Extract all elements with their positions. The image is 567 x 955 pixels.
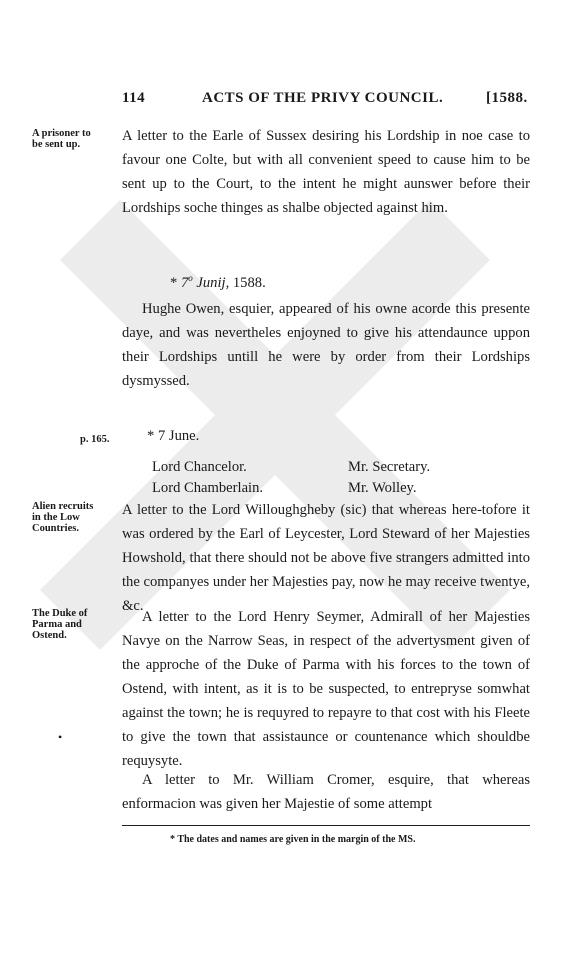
header-year: [1588. xyxy=(486,90,528,106)
paragraph-seymer: A letter to the Lord Henry Seymer, Admirall of her Majesties Navye on the Narrow Seas, in respect of the advertysment given of the approche of the Duke of Parma with his forces to the town of Ostend, with intent, as it is to be suspected, to entrepryse somwhat against the town; he is requyred to repayre to that cost with his Fleete to give the town that assistaunce or countenance which shouldbe requysyte. xyxy=(122,609,530,769)
paragraph-owen: Hughe Owen, esquier, appeared of his owne acorde this presente daye, and was nevertheles enjoyned to give his attendaunce uppon their Lordships untill he were by order from their Lordships dysmyssed. xyxy=(122,301,530,389)
date-day: 7 xyxy=(180,274,189,291)
page-title: ACTS OF THE PRIVY COUNCIL. xyxy=(202,90,444,106)
watermark-text xyxy=(0,0,1,1)
attendee: Mr. Wolley. xyxy=(348,480,417,496)
date-year: 1588. xyxy=(229,274,266,291)
footnote-rule xyxy=(122,825,530,826)
margin-note-prisoner xyxy=(32,128,120,150)
footnote: * The dates and names are given in the margin of the MS. xyxy=(170,834,416,845)
margin-note-line: Countries. xyxy=(32,523,79,534)
paragraph-colte: A letter to the Earle of Sussex desiring his Lordship in noe case to favour one Colte, but with all convenient speed to cause him to be sent up to the Court, to the intent he might aunswer before their Lordships soche thinges as shalbe objected against him. xyxy=(122,128,530,216)
ink-speck: • xyxy=(58,730,63,744)
page-number: 114 xyxy=(122,90,146,106)
date-heading-junij xyxy=(170,273,266,292)
attendee: Lord Chamberlain. xyxy=(152,480,264,496)
margin-note-line: be sent up. xyxy=(32,139,81,150)
attendance-right xyxy=(348,457,430,499)
margin-note-parma xyxy=(32,608,120,641)
margin-note-line: in the Low xyxy=(32,512,80,523)
margin-note-line: The Duke of xyxy=(32,608,88,619)
date-sup: o xyxy=(188,273,193,283)
date-star: * xyxy=(170,274,181,291)
date-heading-june: * 7 June. xyxy=(147,428,200,444)
margin-note-alien xyxy=(32,501,120,534)
margin-page-ref: p. 165. xyxy=(80,434,110,445)
date-month: Junij, xyxy=(192,274,230,291)
margin-note-line: Parma and xyxy=(32,619,82,630)
attendance-left xyxy=(152,457,263,499)
attendee: Lord Chancelor. xyxy=(152,459,247,475)
margin-note-line: Alien recruits xyxy=(32,501,94,512)
paragraph-cromer: A letter to Mr. William Cromer, esquire, that whereas enformacion was given her Majestie of some attempt xyxy=(122,772,530,812)
margin-note-line: Ostend. xyxy=(32,630,67,641)
paragraph-willoughby: A letter to the Lord Willoughgheby (sic) that whereas here-tofore it was ordered by the Earl of Leycester, Lord Steward of her Majesties Howshold, that there should not be above five strangers admitted into the companyes under her Majesties pay, now he may receive twentye, &c. xyxy=(122,502,530,614)
attendee: Mr. Secretary. xyxy=(348,459,431,475)
margin-note-line: A prisoner to xyxy=(32,128,91,139)
